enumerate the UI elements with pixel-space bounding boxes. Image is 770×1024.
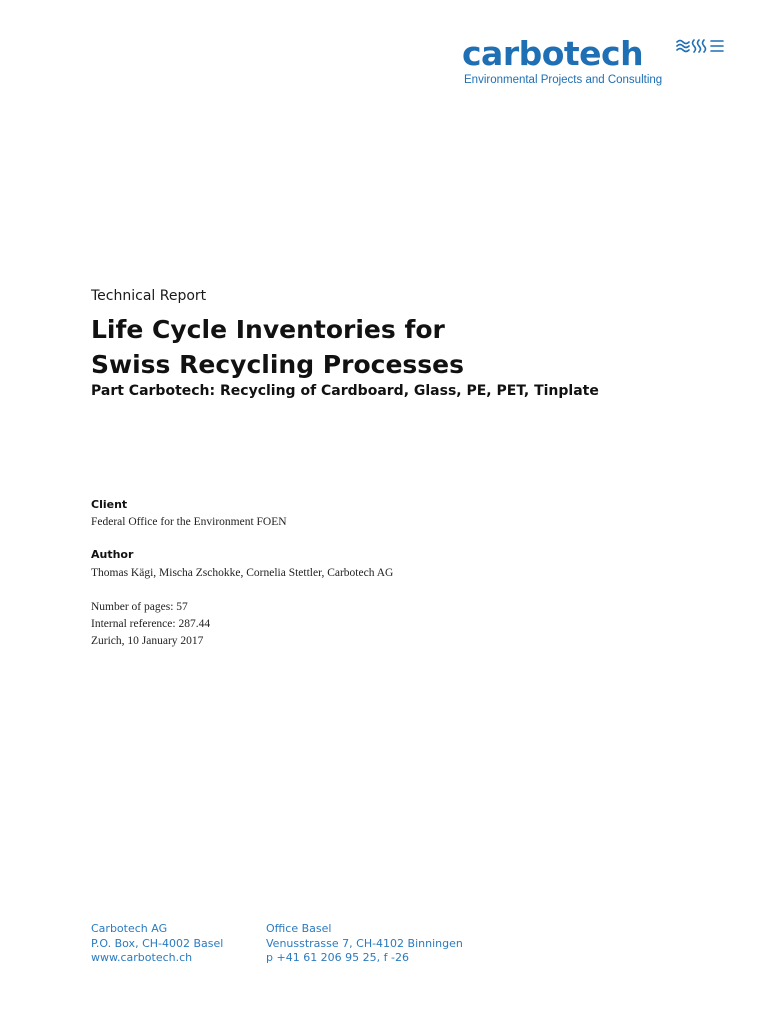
footer-website-link[interactable]: www.carbotech.ch <box>91 951 193 964</box>
footer-address: Venusstrasse 7, CH-4102 Binningen <box>266 936 463 950</box>
logo-tagline: Environmental Projects and Consulting <box>464 74 663 86</box>
footer-phone: p +41 61 206 95 25, f -26 <box>266 951 409 964</box>
footer-office: Office Basel <box>266 922 332 935</box>
waves-icon <box>676 38 728 54</box>
place-date: Zurich, 10 January 2017 <box>91 635 204 647</box>
report-type: Technical Report <box>91 288 207 304</box>
report-subtitle: Part Carbotech: Recycling of Cardboard, Glass, PE, PET, Tinplate <box>91 383 599 399</box>
details-block <box>91 599 210 650</box>
report-title-line-1: Life Cycle Inventories for <box>91 315 445 344</box>
footer-company: Carbotech AG <box>91 922 168 935</box>
author-heading: Author <box>91 548 134 561</box>
footer-office-block <box>266 922 463 966</box>
report-title <box>91 312 464 382</box>
footer-company-block <box>91 922 223 966</box>
internal-reference: Internal reference: 287.44 <box>91 618 211 630</box>
client-heading: Client <box>91 498 128 511</box>
footer-po-box: P.O. Box, CH-4002 Basel <box>91 936 224 950</box>
logo-wordmark: carbotech <box>462 34 644 73</box>
page-count: Number of pages: 57 <box>91 601 188 613</box>
client-value: Federal Office for the Environment FOEN <box>91 516 287 528</box>
report-title-line-2: Swiss Recycling Processes <box>91 350 465 379</box>
author-value: Thomas Kägi, Mischa Zschokke, Cornelia Stettler, Carbotech AG <box>91 567 394 579</box>
carbotech-logo <box>462 34 742 94</box>
